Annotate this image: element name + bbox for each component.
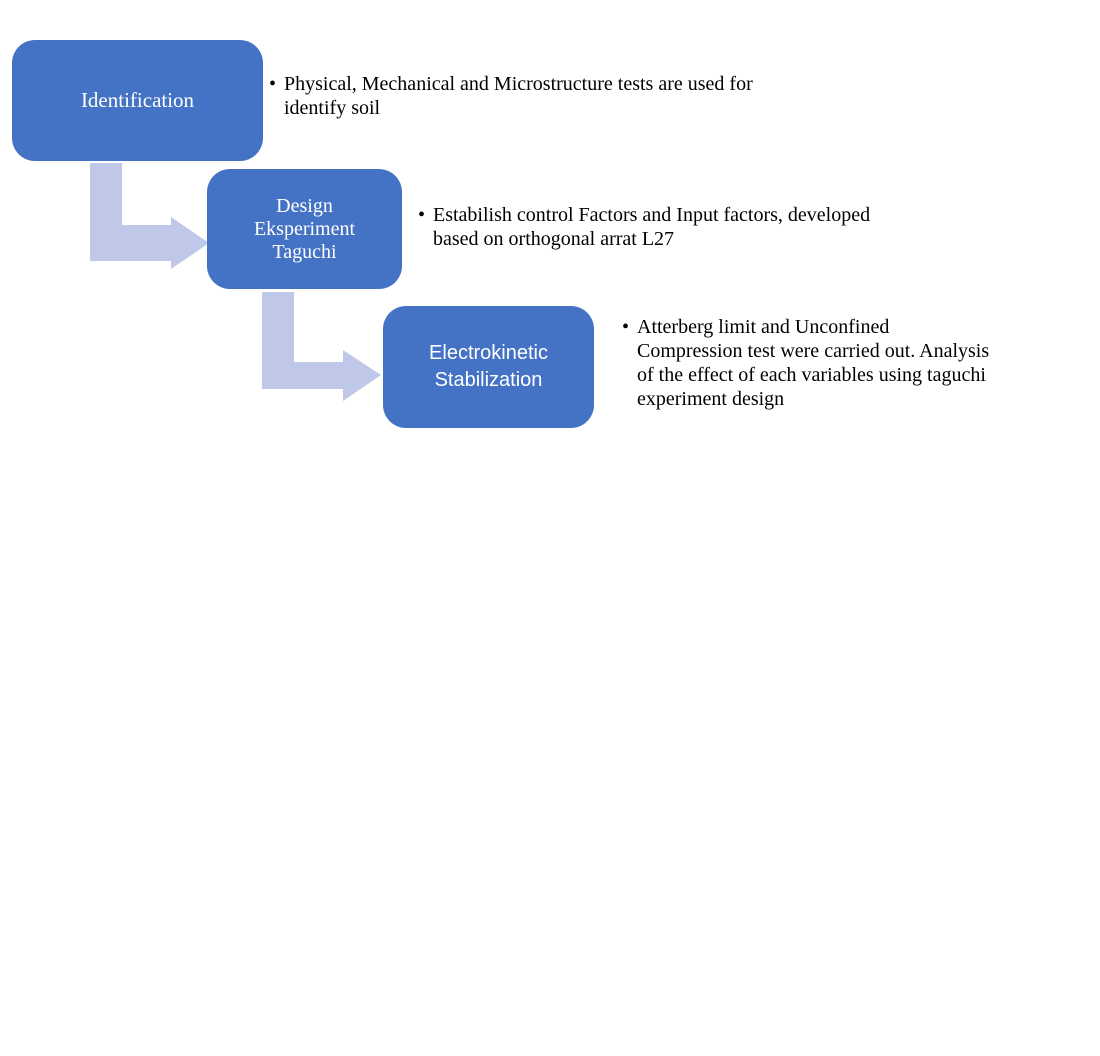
step-box-electrokinetic-stabilization [383,306,594,428]
bent-arrow-connector-2 [262,292,381,401]
step-box-electrokinetic-stabilization-label: Electrokinetic Stabilization [429,342,548,391]
step-2-description [418,203,870,251]
bullet-marker: • [418,204,426,226]
step-box-design-eksperiment-taguchi-label: Design Eksperiment Taguchi [253,194,356,263]
step-3-description [622,315,989,411]
step-3-description-text: Atterberg limit and Unconfined Compression test were carried out. Analysis of the effect of each variables using taguchi experiment design [637,316,990,410]
step-box-design-eksperiment-taguchi [207,169,402,289]
bullet-marker: • [622,316,630,338]
step-box-identification-label: Identification [80,88,195,112]
step-1-description-text: Physical, Mechanical and Microstructure tests are used for identify soil [284,73,753,119]
step-2-description-text: Estabilish control Factors and Input factors, developed based on orthogonal arrat L27 [433,204,871,250]
step-box-identification [12,40,263,161]
step-1-description [269,72,753,120]
bent-arrow-connector-1 [90,163,209,269]
bullet-marker: • [269,73,277,95]
